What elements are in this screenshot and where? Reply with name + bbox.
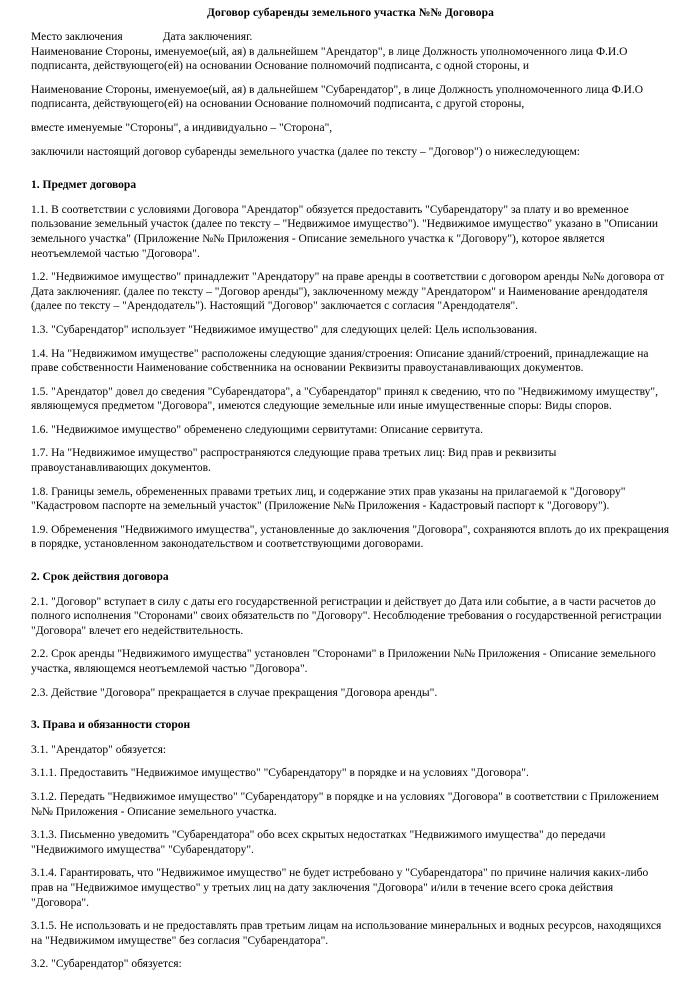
clause-3-1-3: 3.1.3. Письменно уведомить "Субарендатора" обо всех скрытых недостатках "Недвижимого имущества" до передачи "Недвижимого имущества" "Субарендатору". xyxy=(31,829,606,856)
section-heading-3: 3. Права и обязанности сторон xyxy=(31,719,191,732)
clause-1-5: 1.5. "Арендатор" довел до сведения "Субарендатора", а "Субарендатор" принял к сведению, что по "Недвижимому имуществу", являющемуся предметом "Договора", имеются следующие земельные или иные имущественные споры: Виды споров. xyxy=(31,385,658,413)
preamble-party-subtenant: Наименование Стороны, именуемое(ый, ая) в дальнейшем "Субарендатор", в лице Должность уполномоченного лица Ф.И.О подписанта, действующего(ей) на основании Основание полномочий подписанта, с другой стороны, xyxy=(31,83,644,111)
clause-1-7: 1.7. На "Недвижимое имущество" распространяются следующие права третьих лиц: Вид прав и реквизиты правоустанавливающих документов. xyxy=(31,447,557,475)
section-heading-1: 1. Предмет договора xyxy=(31,179,137,192)
clause-1-9: 1.9. Обременения "Недвижимого имущества", установленные до заключения "Договора", сохраняются вплоть до их прекращения в порядке, установленном законодательством и соответствующими договорами. xyxy=(31,523,670,551)
preamble-party-landlord: Наименование Стороны, именуемое(ый, ая) в дальнейшем "Арендатор", в лице Должность уполномоченного лица Ф.И.О подписанта, действующего(ей) на основании Основание полномочий подписанта, с одной стороны, и xyxy=(31,45,628,73)
clause-2-3: 2.3. Действие "Договора" прекращается в случае прекращения "Договора аренды". xyxy=(31,686,438,699)
clause-1-1: 1.1. В соответствии с условиями Договора "Арендатор" обязуется предоставить "Субарендатору" за плату и во временное пользование земельный участок (далее по тексту – "Недвижимое имущество"). "Недвижимое имущество" указано в "Описании земельного участка" (Приложение №№ Приложения - Описание земельного участка к "Договору"), которое является неотъемлемой частью "Договора". xyxy=(31,203,659,260)
clause-3-1-5: 3.1.5. Не использовать и не предоставлять прав третьим лицам на использование минеральных и водных ресурсов, находящихся на "Недвижимом имуществе" без согласия "Субарендатора". xyxy=(31,920,662,947)
clause-2-2: 2.2. Срок аренды "Недвижимого имущества" установлен "Сторонами" в Приложении №№ Приложения - Описание земельного участка, являющемся неотъемлемой частью "Договора". xyxy=(31,648,656,675)
clause-1-8: 1.8. Границы земель, обремененных правами третьих лиц, и содержание этих прав указаны на прилагаемой к "Договору" "Кадастровом паспорте на земельный участок" (Приложение №№ Приложения - Кадастровый паспорт к "Договору"). xyxy=(31,485,626,513)
clause-3-2: 3.2. "Субарендатор" обязуется: xyxy=(31,958,182,971)
document-title: Договор субаренды земельного участка №№ Договора xyxy=(207,7,494,19)
section-heading-2: 2. Срок действия договора xyxy=(31,571,169,584)
preamble-jointly-named: вместе именуемые "Стороны", а индивидуально – "Сторона", xyxy=(31,121,333,134)
clause-3-1: 3.1. "Арендатор" обязуется: xyxy=(31,743,167,756)
clause-1-6: 1.6. "Недвижимое имущество" обременено следующими сервитутами: Описание сервитута. xyxy=(31,423,483,436)
clause-3-1-1: 3.1.1. Предоставить "Недвижимое имущество" "Субарендатору" в порядке и на условиях "Договора". xyxy=(31,767,529,780)
clause-1-3: 1.3. "Субарендатор" использует "Недвижимое имущество" для следующих целей: Цель использования. xyxy=(31,323,538,336)
clause-3-1-4: 3.1.4. Гарантировать, что "Недвижимое имущество" не будет истребовано у "Субарендатора" по причине наличия каких-либо прав на "Недвижимое имущество" у третьих лиц на дату заключения "Договора" и/или в течение всего срока действия "Договора". xyxy=(31,867,649,909)
clause-3-1-2: 3.1.2. Передать "Недвижимое имущество" "Субарендатору" в порядке и на условиях "Договора" в соответствии с Приложением №№ Приложения - Описание земельного участка. xyxy=(31,790,659,818)
date-of-conclusion-label: Дата заключенияг. xyxy=(162,31,253,43)
preamble-concluded-statement: заключили настоящий договор субаренды земельного участка (далее по тексту – "Договор") о нижеследующем: xyxy=(31,145,580,158)
clause-2-1: 2.1. "Договор" вступает в силу с даты его государственной регистрации и действует до Дата или событие, а в части расчетов до полного исполнения "Сторонами" своих обязательств по "Договору". Несоблюдение требования о государственной регистрации "Договора" влечет его недействительность. xyxy=(31,595,662,637)
place-of-conclusion-label: Место заключения xyxy=(31,31,123,43)
preamble-place-date-line xyxy=(31,30,670,45)
clause-1-2: 1.2. "Недвижимое имущество" принадлежит "Арендатору" на праве аренды в соответствии с договором аренды №№ договора от Дата заключенияг. (далее по тексту – "Договор аренды"), заключенному между "Арендатором" и Наименование арендодателя (далее по тексту – "Арендодатель"). Настоящий "Договор" заключается с согласия "Арендодателя". xyxy=(31,271,665,313)
clause-1-4: 1.4. На "Недвижимом имуществе" расположены следующие здания/строения: Описание зданий/строений, принадлежащие на праве собственности Наименование собственника на основании Реквизиты правоустанавливающих документов. xyxy=(31,347,649,375)
